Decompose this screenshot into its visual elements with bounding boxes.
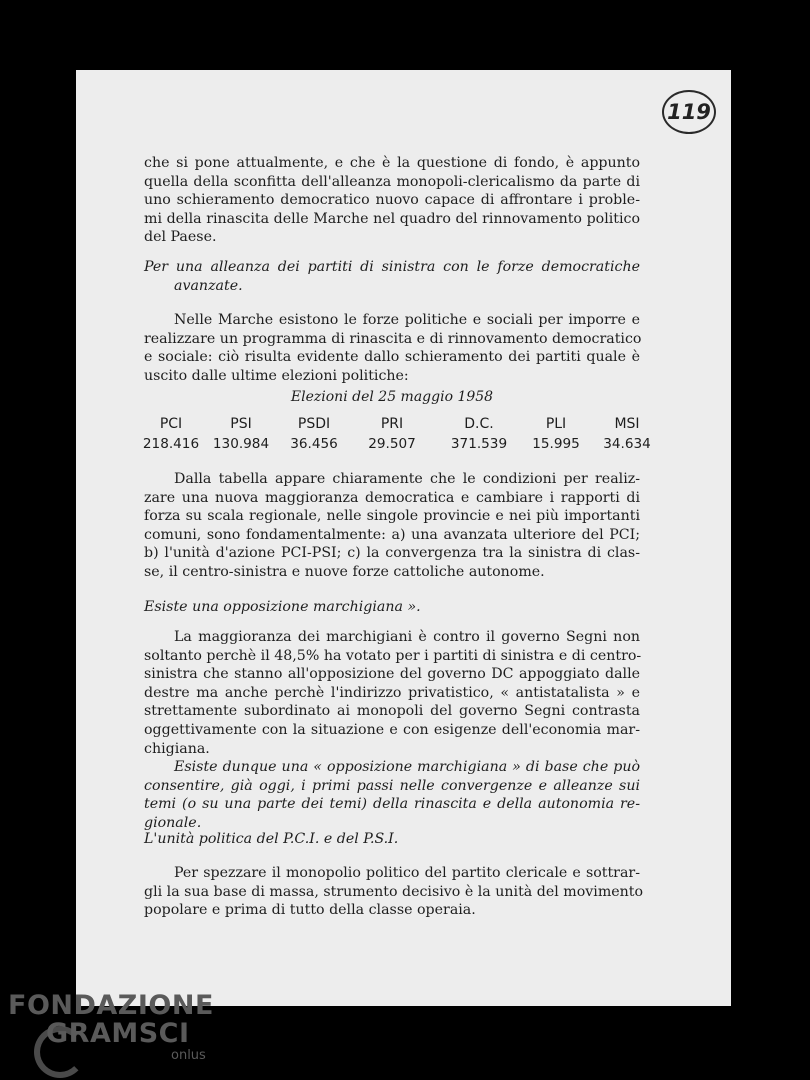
logo-line-1: FONDAZIONE xyxy=(8,990,214,1021)
logo-line-3: onlus xyxy=(171,1048,206,1063)
party-votes: 29.507 xyxy=(368,436,416,452)
page-number-stamp: 119 xyxy=(662,90,716,134)
text-line: La maggioranza dei marchigiani è contro il governo Segni non xyxy=(174,629,640,645)
text-line: quella della sconfitta dell'alleanza monopoli-clericalismo da parte di xyxy=(144,173,640,190)
text-line: consentire, già oggi, i primi passi nelle convergenze e alleanze sui xyxy=(144,777,640,794)
paragraph-6 xyxy=(144,864,644,920)
text-line: oggettivamente con la situazione e con esigenze dell'economia mar- xyxy=(144,721,640,738)
text-line: destre ma anche perchè l'indirizzo privatistico, « antistatalista » e xyxy=(144,684,640,701)
paragraph-1 xyxy=(144,154,640,247)
heading-line: Esiste una opposizione marchigiana ». xyxy=(144,599,421,615)
text-line: chigiana. xyxy=(144,740,210,757)
text-line: soltanto perchè il 48,5% ha votato per i partiti di sinistra e di centro- xyxy=(144,647,642,664)
text-line: realizzare un programma di rinascita e di rinnovamento democratico xyxy=(144,330,642,347)
party-header: MSI xyxy=(614,416,640,432)
party-header: PLI xyxy=(545,416,567,432)
party-votes: 36.456 xyxy=(290,436,338,452)
text-line: zare una nuova maggioranza democratica e cambiare i rapporti di xyxy=(144,489,640,506)
text-line: mi della rinascita delle Marche nel quadro del rinnovamento politico xyxy=(144,210,640,227)
party-votes: 34.634 xyxy=(603,436,651,452)
text-line: temi (o su una parte dei temi) della rinascita e della autonomia re- xyxy=(144,796,640,813)
party-votes: 130.984 xyxy=(212,436,270,452)
text-line: Nelle Marche esistono le forze politiche e sociali per imporre e xyxy=(174,312,640,328)
party-header: PSI xyxy=(230,416,252,432)
party-votes: 218.416 xyxy=(142,436,200,452)
heading-unita xyxy=(144,830,640,849)
election-results-table xyxy=(142,416,651,460)
party-header: D.C. xyxy=(464,416,494,432)
heading-opposizione xyxy=(144,598,640,617)
text-line: sinistra che stanno all'opposizione del governo DC appoggiato dalle xyxy=(144,666,640,683)
text-line: del Paese. xyxy=(144,229,217,246)
paragraph-4 xyxy=(144,628,640,758)
text-line: b) l'unità d'azione PCI-PSI; c) la convergenza tra la sinistra di clas- xyxy=(144,545,640,562)
text-line: Per spezzare il monopolio politico del partito clericale e sottrar- xyxy=(174,865,640,881)
paragraph-5 xyxy=(144,758,640,832)
party-header: PCI xyxy=(159,416,183,432)
text-line: forza su scala regionale, nelle singole provincie e nei più importanti xyxy=(144,508,640,525)
text-line: se, il centro-sinistra e nuove forze cattoliche autonome. xyxy=(144,563,545,580)
text-line: che si pone attualmente, e che è la questione di fondo, è appunto xyxy=(144,155,640,171)
heading-line: L'unità politica del P.C.I. e del P.S.I. xyxy=(144,831,399,847)
text-line: comuni, sono fondamentalmente: a) una avanzata ulteriore del PCI; xyxy=(144,526,640,543)
election-table-caption: Elezioni del 25 maggio 1958 xyxy=(290,389,494,405)
text-line: strettamente subordinato ai monopoli del governo Segni contrasta xyxy=(144,703,640,720)
text-line: uno schieramento democratico nuovo capace di affrontare i proble- xyxy=(144,192,640,209)
heading-line: Per una alleanza dei partiti di sinistra con le forze democratiche xyxy=(144,259,640,275)
logo-line-2: GRAMSCI xyxy=(46,1018,190,1049)
election-table-caption-wrap xyxy=(144,388,640,408)
document-page xyxy=(76,70,731,1006)
text-line: gionale. xyxy=(144,814,202,831)
party-header: PSDI xyxy=(297,416,331,432)
text-line: Esiste dunque una « opposizione marchigiana » di base che può xyxy=(174,759,640,775)
party-header: PRI xyxy=(380,416,404,432)
text-line: popolare e prima di tutto della classe operaia. xyxy=(144,902,476,919)
text-line: uscito dalle ultime elezioni politiche: xyxy=(144,367,409,384)
heading-line: avanzate. xyxy=(174,277,243,294)
text-line: Dalla tabella appare chiaramente che le condizioni per realiz- xyxy=(174,471,640,487)
party-votes: 15.995 xyxy=(532,436,580,452)
paragraph-2 xyxy=(144,311,640,385)
party-votes: 371.539 xyxy=(450,436,508,452)
heading-alleanza xyxy=(144,258,640,295)
text-line: gli la sua base di massa, strumento decisivo è la unità del movimento xyxy=(144,883,644,900)
fondazione-gramsci-logo xyxy=(8,990,214,1075)
text-line: e sociale: ciò risulta evidente dallo schieramento dei partiti quale è xyxy=(144,349,640,366)
paragraph-3 xyxy=(144,470,640,582)
